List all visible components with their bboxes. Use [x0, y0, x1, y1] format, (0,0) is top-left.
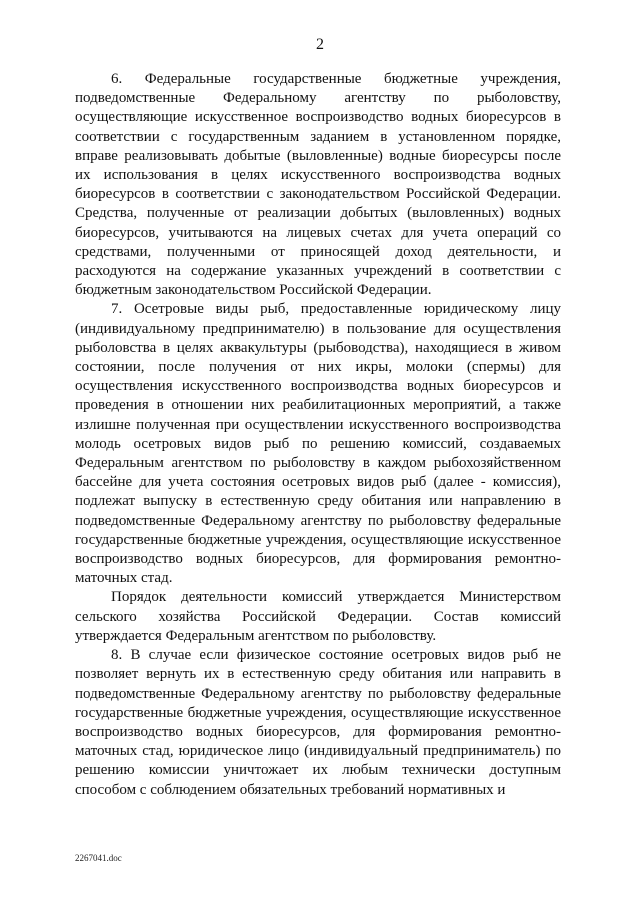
paragraph-commissions: Порядок деятельности комиссий утверждается Министерством сельского хозяйства Российской Федерации. Состав комиссий утверждается Федеральным агентством по рыболовству.	[75, 589, 561, 644]
paragraph-7: 7. Осетровые виды рыб, предоставленные юридическому лицу (индивидуальному предпринимателю) в пользование для осуществления рыболовства в целях аквакультуры (рыбоводства), находящиеся в живом состоянии, после получения от них икры, молоки (спермы) для осуществления искусственного воспроизводства водных биоресурсов и проведения в отношении них реабилитационных мероприятий, а также излишне полученная при осуществлении искусственного воспроизводства молодь осетровых видов рыб по решению комиссий, создаваемых Федеральным агентством по рыболовству в каждом рыбохозяйственном бассейне для учета состояния осетровых видов рыб (далее - комиссия), подлежат выпуску в естественную среду обитания или направлению в подведомственные Федеральному агентству по рыболовству федеральные государственные бюджетные учреждения, осуществляющие искусственное воспроизводство водных биоресурсов, для формирования ремонтно-маточных стад.	[75, 301, 561, 587]
page-number: 2	[316, 36, 324, 53]
paragraph-8: 8. В случае если физическое состояние осетровых видов рыб не позволяет вернуть их в естественную среду обитания или направить в подведомственные Федеральному агентству по рыболовству федеральные государственные бюджетные учреждения, осуществляющие искусственное воспроизводство водных биоресурсов, для формирования ремонтно-маточных стад, юридическое лицо (индивидуальный предприниматель) по решению комиссии уничтожает их любым технически доступным способом с соблюдением обязательных требований нормативных и	[75, 647, 561, 798]
document-body	[75, 70, 561, 800]
document-filename: 2267041.doc	[75, 853, 122, 863]
paragraph-6: 6. Федеральные государственные бюджетные учреждения, подведомственные Федеральному агентству по рыболовству, осуществляющие искусственное воспроизводство водных биоресурсов в соответствии с государственным заданием в установленном порядке, вправе реализовывать добытые (выловленные) водные биоресурсы после их использования в целях искусственного воспроизводства водных биоресурсов в соответствии с законодательством Российской Федерации. Средства, полученные от реализации добытых (выловленных) водных биоресурсов, учитываются на лицевых счетах для учета операций со средствами, полученными от приносящей доход деятельности, и расходуются на содержание указанных учреждений в соответствии с бюджетным законодательством Российской Федерации.	[75, 71, 561, 299]
